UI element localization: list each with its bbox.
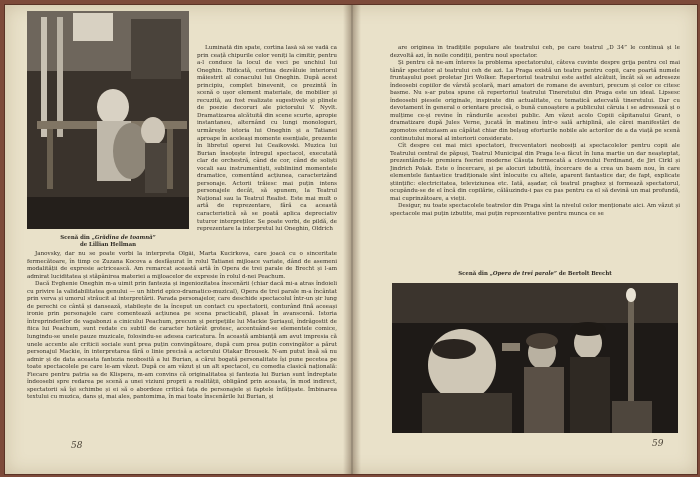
paragraph: Dacă Evghenie Oneghin m-a uimit prin fantezia și ingeniozitatea înscenării (chiar dacă mi-a atras îndoieli cu privire la validabilitatea genului — un hibrid epico-dramatico-muzical), Opera de trei parale m-a încântat prin verva și umorul străucit al interpretării. Parada personajelor, care deschide spectacolul într-un șir lung de perechi ce cântă și dansează, stabilește de la început un contact cu spectatorii, conturând fină aceeași ironie prin personajele care comentează acțiunea pe scena practicabil, plasat în avanscenă. Istoria întreprinderilor de vagabonzi a cinicului Peachum, precum și peripețiile lui Mackie Șuriașul, îndrăgostit de fiica lui Peachum, sunt redate cu subtil de caracter hotărât grotesc, accentuând-se elementele comice, lungindu-se unele pauze muzicale, folosindu-se adesea caricatura. În această ambianță am avut impresia că unele accente ale criticii sociale sunt prea puțin convingătoare, după cum prea puțin convingător a părut personajul Mackie, în interpretarea fără o linie precisă a actorului Otakar Brousek. N-am putut însă să nu admir și de data aceasta fantezia neobosită a lui Burian, a cărui bogată personalitate își pune pecetea pe toate spectacolele pe care le-am văzut. După ce am văzut și un alt spectacol, cu comedia clasică națională: Fiecare pentru patria sa de Klispera, m-am convins că originalitatea și fantezia lui Burian sunt îndreptate îndeosebi spre redarea pe scenă a unei viziuni proprii a realității, obligând prin aceasta, în mod indirect, spectatorii să își schimbe și ei să o abordeze critică fața de personajele și faptele înfățișate. Îmbinarea textului cu muzica, dans și, mai ales, pantomima, în mai toate înscenările lui Burian, și xyxy=(27,281,337,401)
right-column-text xyxy=(197,45,337,251)
caption-title: „Grădina de toamnă” xyxy=(91,235,156,241)
paragraph: Desigur, nu toate spectacolele teatrelor din Praga sînt la nivelul celor menționate aici. Am văzut și spectacole mai puțin izbutite, mai puțin reprezentative pentru munca ce se xyxy=(390,203,680,218)
paragraph: Janovsky, dar nu se poate vorbi la interpreta Olgăi, Marta Kucirkova, care joacă cu o sinceritate fermecătoare, în timp ce Zuzana Kocova a desfășurat în rolul Tatianei mijloace variate, dând de asemeni modalității de expresie actricească. Am remarcat această artă în Opera de trei parale de Brecht și l-am admirat luciditatea și stăpânirea materiei a mijloacelor de expresie în rolul d-nei Peachum. xyxy=(27,251,337,280)
caption-prefix: Scenă din xyxy=(458,271,488,277)
theatre-scene-photo-right xyxy=(392,283,678,433)
page-number-left: 58 xyxy=(71,441,83,451)
theatre-scene-photo-left xyxy=(27,11,189,229)
paragraph: Și pentru că ne-am înteres la problema spectatorului, câteva cuvinte despre grija pentru cel mai tânăr spectator al teatrului ceh de azi. La Praga există un teatru pentru copii, care poartă numele fruntașului poet proletar Jiri Wolker. Repertoriul teatrului este astfel alcătuit, încât să se adreseze îndeosebi copiilor de vârstă școlară, mari amatori de romane de aventuri, precum și celor ce citesc basme. Nu s-ar putea spune că repertoriul teatrului Tineretului din Praga este un ideal. Lipsesc îndeosebi piesele originale, inspirate din actualitate, cu tematică adecvată tineretului. Dar cu devotament în general o orientare precisă, o bună cunoaștere a publicului căruia i se adresează și o mulțime ce-și revine în rândurile acestei public. Am văzut acolo Copiii căpitanului Grant, o dramatizare după Jules Verne, jucată în matineu într-o sală arhiplină, ale cărei manifestări de zgomotos entuziasm au căpătat chiar din belșug eforturile nobile ale actorilor de a da viață pe scenă continutului moral al interiorii considerate. xyxy=(390,60,680,142)
photo-threepenny-opera xyxy=(392,283,678,433)
right-page xyxy=(352,5,697,474)
full-width-text xyxy=(27,251,337,437)
left-page xyxy=(5,5,350,474)
page-number-right: 59 xyxy=(652,439,664,449)
paragraph: are originea în tradițiile populare ale teatrului ceh, pe care teatrul „D 34” le continuă și le dezvoltă azi, în noile condiții, pentru noul spectator. xyxy=(390,45,680,59)
paragraph: Luminată din spate, cortina lasă să se vadă ca prin ceață chipurile celor veniți la cimitir, pentru a-l conduce la locul de veci pe unchiul lui Oneghin. Ridicată, cortina dezvăluie interiorul măiestrit al conacului lui Oneghin. După acest principiu, complet binevenit, ce prezintă în scenă o ușor element materiale, de mobilier și recuzită, au fost realizate sugestivele și plinele de poezie decoruri ale pictorului V. Nyvlt. Dramatizarea alcătuită din scene scurte, apropie instantaneu, alternând cu lungi monologuri, urmărește istoria lui Oneghin și a Tatianei aproape în aceleași momente esențiale, prezente în libretul operei lui Ceaikovski. Muzica lui Burian însoțește întregul spectacol, executată clar de orchestră, când de cor, când de soliști vocali sau instrumentiști, subliniind momentele dramatice, comentând acțiunea, caracterizând personaje. Actorii trăiesc mai puțin intens personajele decât, să spunem, la Teatrul Național sau la Teatrul Realist. Este mai mult o artă de reprezentare, fără ca această caracteristică să se poată aplica depreciativ tuturor interpreților. Se poate vorbi, de pildă, de reprezentare la interpretul lui Oneghin, Oldrich xyxy=(197,45,337,233)
left-photo-caption xyxy=(27,235,189,249)
photo-garden-of-autumn xyxy=(27,11,189,229)
caption-suffix: de Bertolt Brecht xyxy=(558,271,612,277)
open-book xyxy=(4,4,698,475)
caption-prefix: Scenă din xyxy=(60,235,90,241)
paragraph: Cît despre cei mai mici spectatori, frecventatori neobosiți ai spectacolelor pentru copii ale Teatrului central de păpuși, Teatrul Municipal din Praga le-a făcut în luna martie un dar neașteptat, prezentându-le premiera feeriei moderne Căsuța fermecată a clovnului Ferdinand, de Jiri Cirkl și Jindrich Polak. Este o încercare, și pe alocuri izbutită, încercare de a crea un basm nou, în care elementele fantastice tradiționale sînt înlocuite cu altele, aparent fantastice dar, de fapt, explicate științific: electricitatea, televiziunea etc. Iată, așadar, că teatrul praghez și formează spectatorul, ocupându-se de el încă din copilărie, călăuzindu-i pas cu pas pentru ca el să devină un mai profundă, mai cuprinzătoare, a vieții. xyxy=(390,143,680,202)
right-page-text xyxy=(390,45,680,267)
right-photo-caption xyxy=(390,271,680,278)
caption-title: „Opera de trei parale” xyxy=(489,271,557,277)
caption-suffix: de Lillian Hellman xyxy=(79,242,137,248)
